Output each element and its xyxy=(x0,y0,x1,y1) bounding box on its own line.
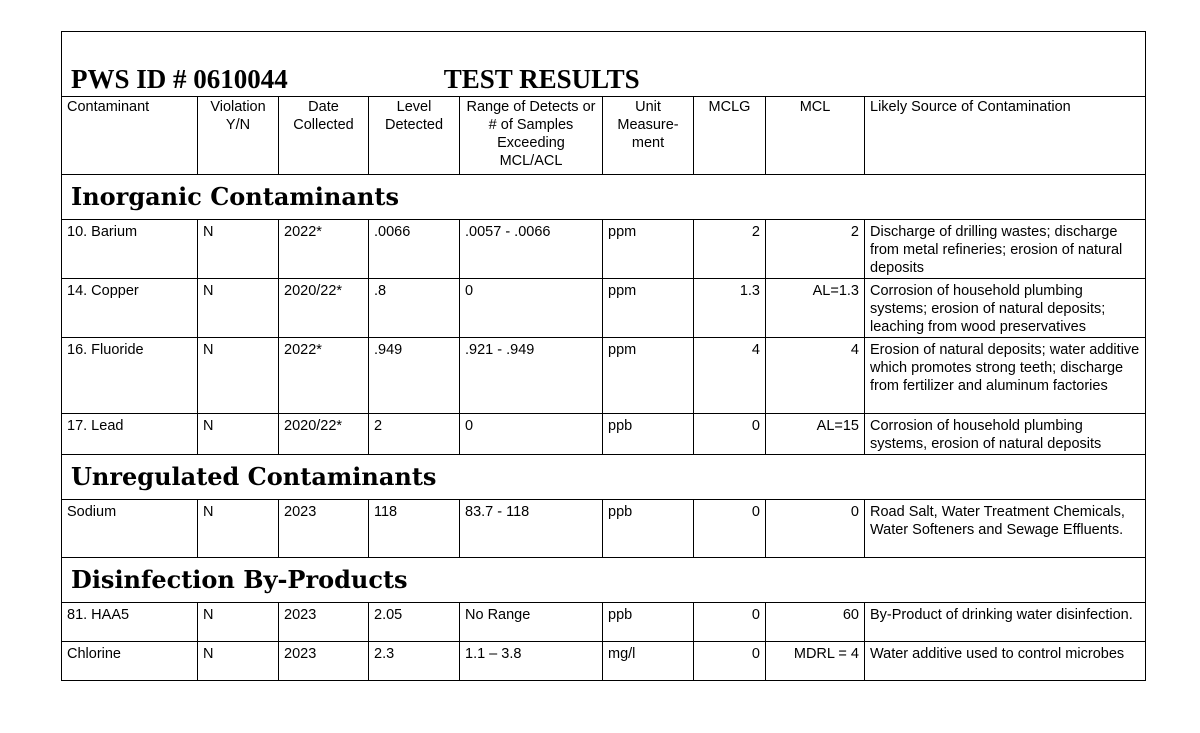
cell-contaminant: 16. Fluoride xyxy=(62,338,198,414)
col-header-date: Date Collected xyxy=(279,97,369,175)
cell-violation: N xyxy=(198,642,279,681)
table-row xyxy=(62,338,1146,414)
cell-date: 2022* xyxy=(279,220,369,279)
pws-id: PWS ID # 0610044 xyxy=(71,64,288,94)
cell-range: 0 xyxy=(460,414,603,455)
cell-date: 2020/22* xyxy=(279,414,369,455)
cell-violation: N xyxy=(198,338,279,414)
cell-source: Water additive used to control microbes xyxy=(865,642,1146,681)
cell-unit: ppm xyxy=(603,220,694,279)
cell-date: 2022* xyxy=(279,338,369,414)
cell-range: No Range xyxy=(460,603,603,642)
cell-date: 2023 xyxy=(279,642,369,681)
cell-mcl: AL=1.3 xyxy=(766,279,865,338)
table-row xyxy=(62,642,1146,681)
cell-level: .8 xyxy=(369,279,460,338)
cell-unit: ppb xyxy=(603,414,694,455)
table-row xyxy=(62,279,1146,338)
title-row xyxy=(62,32,1146,97)
cell-source: By-Product of drinking water disinfection. xyxy=(865,603,1146,642)
cell-level: 2.05 xyxy=(369,603,460,642)
cell-mclg: 0 xyxy=(694,500,766,558)
col-header-range: Range of Detects or # of Samples Exceeding MCL/ACL xyxy=(460,97,603,175)
cell-date: 2023 xyxy=(279,603,369,642)
cell-range: 1.1 – 3.8 xyxy=(460,642,603,681)
table-row xyxy=(62,500,1146,558)
table-row xyxy=(62,220,1146,279)
cell-contaminant: 10. Barium xyxy=(62,220,198,279)
section-row xyxy=(62,558,1146,603)
col-header-mcl: MCL xyxy=(766,97,865,175)
table-row xyxy=(62,414,1146,455)
cell-range: 0 xyxy=(460,279,603,338)
cell-violation: N xyxy=(198,279,279,338)
cell-level: .949 xyxy=(369,338,460,414)
col-header-source: Likely Source of Contamination xyxy=(865,97,1146,175)
cell-mclg: 0 xyxy=(694,642,766,681)
cell-mclg: 2 xyxy=(694,220,766,279)
cell-source: Erosion of natural deposits; water additive which promotes strong teeth; discharge from fertilizer and aluminum factories xyxy=(865,338,1146,414)
cell-contaminant: Chlorine xyxy=(62,642,198,681)
cell-mclg: 4 xyxy=(694,338,766,414)
cell-range: 83.7 - 118 xyxy=(460,500,603,558)
cell-unit: ppm xyxy=(603,338,694,414)
cell-level: 2 xyxy=(369,414,460,455)
col-header-mclg: MCLG xyxy=(694,97,766,175)
col-header-level: Level Detected xyxy=(369,97,460,175)
cell-mclg: 0 xyxy=(694,414,766,455)
section-row xyxy=(62,175,1146,220)
table-row xyxy=(62,603,1146,642)
cell-violation: N xyxy=(198,220,279,279)
cell-contaminant: 81. HAA5 xyxy=(62,603,198,642)
cell-level: 118 xyxy=(369,500,460,558)
cell-date: 2020/22* xyxy=(279,279,369,338)
cell-source: Discharge of drilling wastes; discharge from metal refineries; erosion of natural deposits xyxy=(865,220,1146,279)
cell-unit: ppb xyxy=(603,500,694,558)
section-title: Inorganic Contaminants xyxy=(62,175,1146,220)
cell-source: Corrosion of household plumbing systems, erosion of natural deposits xyxy=(865,414,1146,455)
cell-level: 2.3 xyxy=(369,642,460,681)
cell-mcl: 60 xyxy=(766,603,865,642)
col-header-violation: Violation Y/N xyxy=(198,97,279,175)
page-title: TEST RESULTS xyxy=(443,64,640,94)
cell-mcl: AL=15 xyxy=(766,414,865,455)
cell-unit: ppb xyxy=(603,603,694,642)
cell-violation: N xyxy=(198,414,279,455)
cell-mclg: 0 xyxy=(694,603,766,642)
test-results-table xyxy=(61,31,1146,681)
cell-mcl: MDRL = 4 xyxy=(766,642,865,681)
cell-unit: mg/l xyxy=(603,642,694,681)
cell-range: .921 - .949 xyxy=(460,338,603,414)
cell-range: .0057 - .0066 xyxy=(460,220,603,279)
cell-level: .0066 xyxy=(369,220,460,279)
cell-source: Road Salt, Water Treatment Chemicals, Water Softeners and Sewage Effluents. xyxy=(865,500,1146,558)
cell-contaminant: Sodium xyxy=(62,500,198,558)
cell-contaminant: 14. Copper xyxy=(62,279,198,338)
col-header-contaminant: Contaminant xyxy=(62,97,198,175)
header-row xyxy=(62,97,1146,175)
cell-date: 2023 xyxy=(279,500,369,558)
cell-violation: N xyxy=(198,603,279,642)
cell-mcl: 2 xyxy=(766,220,865,279)
section-row xyxy=(62,455,1146,500)
cell-mcl: 4 xyxy=(766,338,865,414)
cell-mclg: 1.3 xyxy=(694,279,766,338)
cell-source: Corrosion of household plumbing systems; erosion of natural deposits; leaching from wood preservatives xyxy=(865,279,1146,338)
cell-violation: N xyxy=(198,500,279,558)
section-title: Unregulated Contaminants xyxy=(62,455,1146,500)
cell-contaminant: 17. Lead xyxy=(62,414,198,455)
col-header-unit: Unit Measure-ment xyxy=(603,97,694,175)
section-title: Disinfection By-Products xyxy=(62,558,1146,603)
cell-unit: ppm xyxy=(603,279,694,338)
cell-mcl: 0 xyxy=(766,500,865,558)
